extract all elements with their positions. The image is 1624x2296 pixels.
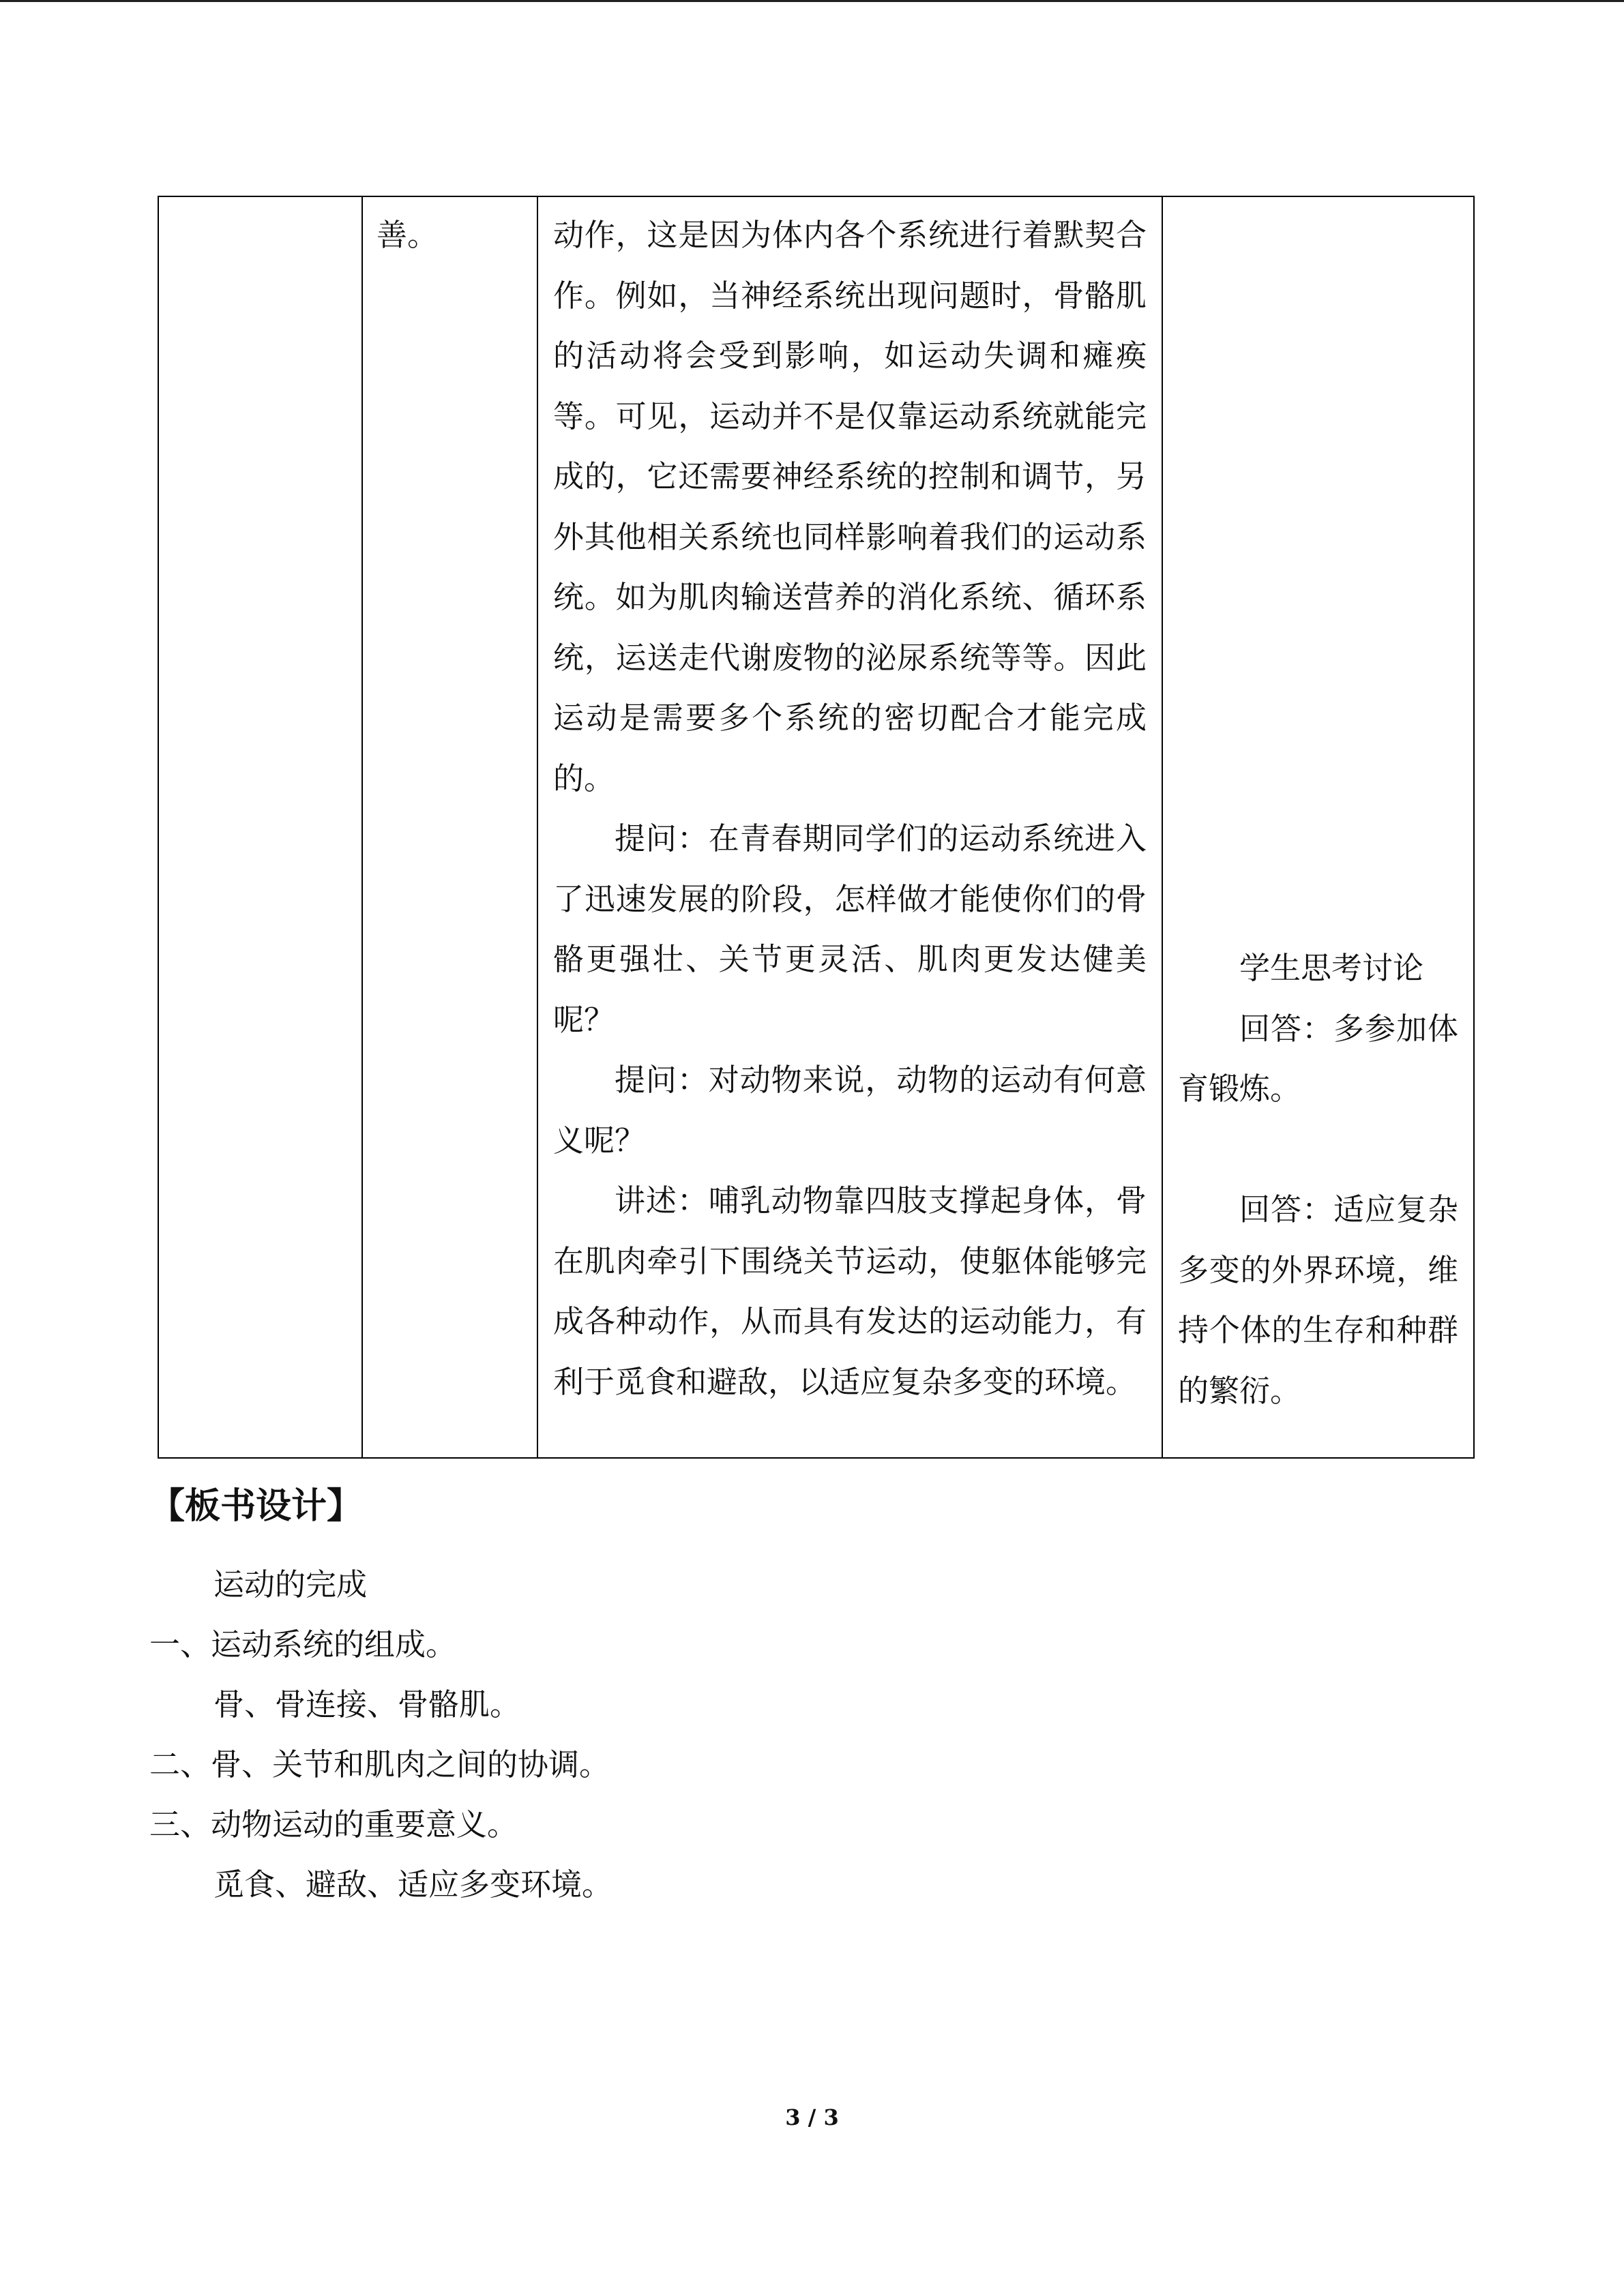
teacher-activity-text xyxy=(538,197,1162,1412)
page-number: 3 / 3 xyxy=(785,2104,839,2130)
board-design-content xyxy=(149,1555,612,1915)
board-line-detail-3: 觅食、避敌、适应多变环境。 xyxy=(213,1866,613,1903)
board-line-section-2: 二、骨、关节和肌肉之间的协调。 xyxy=(149,1746,610,1783)
table-cell-teacher-activity xyxy=(537,196,1162,1458)
student-activity-text xyxy=(1163,197,1473,1421)
lesson-table xyxy=(158,196,1475,1459)
student-paragraph-3: 回答：适应复杂多变的外界环境，维持个体的生存和种群的繁衍。 xyxy=(1178,1191,1458,1409)
teacher-paragraph-2: 提问：在青春期同学们的运动系统进入了迅速发展的阶段，怎样做才能使你们的骨骼更强壮、关节更灵活、肌肉更发达健美呢？ xyxy=(553,820,1147,1038)
table-row xyxy=(158,196,1474,1458)
teacher-paragraph-1: 动作，这是因为体内各个系统进行着默契合作。例如，当神经系统出现问题时，骨骼肌的活动将会受到影响，如运动失调和瘫痪等。可见，运动并不是仅靠运动系统就能完成的，它还需要神经系统的控制和调节，另外其他相关系统也同样影响着我们的运动系统。如为肌肉输送营养的消化系统、循环系统，运送走代谢废物的泌尿系统等等。因此运动是需要多个系统的密切配合才能完成的。 xyxy=(553,217,1147,796)
board-design-heading: 【板书设计】 xyxy=(149,1485,363,1527)
blank-line xyxy=(1178,1120,1458,1180)
table-cell-empty xyxy=(158,196,362,1458)
board-line-section-3: 三、动物运动的重要意义。 xyxy=(149,1806,518,1843)
board-line-detail-1: 骨、骨连接、骨骼肌。 xyxy=(213,1686,521,1723)
teacher-paragraph-4: 讲述：哺乳动物靠四肢支撑起身体，骨在肌肉牵引下围绕关节运动，使躯体能够完成各种动作，从而具有发达的运动能力，有利于觅食和避敌，以适应复杂多变的环境。 xyxy=(553,1182,1147,1400)
teacher-paragraph-3: 提问：对动物来说，动物的运动有何意义呢？ xyxy=(553,1062,1147,1159)
board-line-title: 运动的完成 xyxy=(213,1566,368,1602)
table-cell-goal xyxy=(362,196,537,1458)
top-border-line xyxy=(0,0,1624,2)
student-paragraph-1: 学生思考讨论 xyxy=(1239,950,1424,986)
cell-text: 善。 xyxy=(377,217,439,253)
table-cell-student-activity xyxy=(1162,196,1474,1458)
board-line-section-1: 一、运动系统的组成。 xyxy=(149,1626,457,1663)
student-paragraph-2: 回答：多参加体育锻炼。 xyxy=(1178,1010,1458,1107)
